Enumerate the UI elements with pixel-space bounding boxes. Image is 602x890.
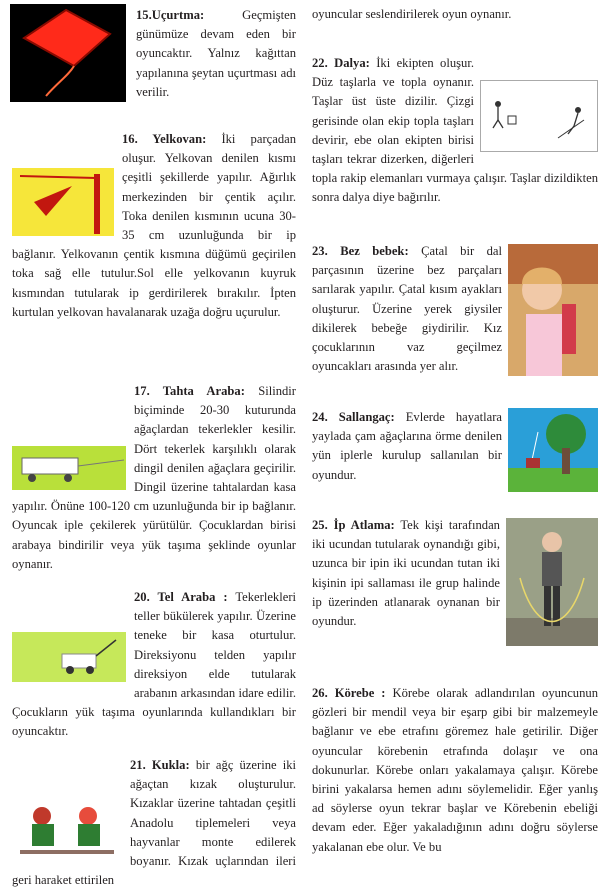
section-15 xyxy=(136,6,296,102)
section-20-text: Tekerlekleri teller bükülerek yapılır. Üzerine teneke bir kasa oturtulur. Direksiyonu telden yapılır direksiyon elde tutularak arabanın arkasından idare edilir. Çocukların yük taşıma oyunlarında kullandıkları bir oyuncaktır. xyxy=(12,590,297,739)
section-23-text: Çatal bir dal parçasının üzerine bez parçaları sarılarak yapılır. Çatal kısım ayakları oluşturur. Üzerine yerek giysiler dikilerek bebeğe giydirilir. Kız çocuklarının vaz geçilmez oyuncakları arasında yer alır. xyxy=(312,244,502,374)
rag-doll-photo xyxy=(508,244,598,376)
section-17-title: 17. Tahta Araba: xyxy=(134,384,245,398)
section-21-continued xyxy=(312,5,598,24)
section-21-text: bir ağç üzerine iki ağaçtan kızak oluşturulur. Kızaklar üzerine tahtadan çeşitli Anadolu tiplemeleri veya hayvanlar monte edilerek boyanır. Kızak uçlarından ileri geri haraket ettirilen xyxy=(12,758,297,888)
section-25-title: 25. İp Atlama: xyxy=(312,518,395,532)
section-23 xyxy=(312,242,598,380)
section-17 xyxy=(12,382,296,574)
section-21-continued-text: oyuncular seslendirilerek oyun oynanır. xyxy=(312,7,512,21)
section-20 xyxy=(12,588,296,742)
kite-image xyxy=(10,4,126,102)
yelkovan-image xyxy=(12,168,114,236)
section-26-title: 26. Körebe : xyxy=(312,686,386,700)
section-25-text: Tek kişi tarafından iki ucundan tutularak oynandığı gibi, uzunca bir ipin iki ucundan tutan iki kişinin ipi sallaması ile grup halinde ip üzerinden atlanarak oynanan bir oyundur. xyxy=(312,518,500,629)
section-22 xyxy=(312,54,598,208)
section-17-text: Silindir biçiminde 20-30 kuturunda ağaçlardan tekerlekler kesilir. Dört tekerlek karşılıklı olarak dingil denilen ağaçlara geçirilir. Dingil üzerine tahtalardan kasa yapılır. Önüne 100-120 cm uzunluğunda bir ip bağlanır. Oyuncak iple çekilerek yürütülür. Çocuklardan birisi arabaya bindirilir veya yük taşıma şeklinde oyunlar oynanır. xyxy=(12,384,296,571)
section-16 xyxy=(12,130,296,322)
jump-rope-photo xyxy=(506,518,598,646)
swing-image xyxy=(508,408,598,492)
section-24-title: 24. Sallangaç: xyxy=(312,410,395,424)
section-22-text: İki ekipten oluşur. Düz taşlarla ve topla oynanır. Taşlar üst üste dizilir. Çizgi gerisinde olan ekip topla taşları devirir, ebe olan ekipten birisi taşları tekrar dizerken, diğerleri topla rakip elemanları vurmaya çalışır. Taşlar dizildikten sonra dalya diye bağırılır. xyxy=(312,56,598,205)
section-16-text: İki parçadan oluşur. Yelkovan denilen kısmı çeşitli şekillerde yapılır. Ağırlık merkezinden bir çentik açılır. Toka denilen kısmının ucuna 30-35 cm uzunluğunda bir ip bağlanır. Yelkovanın çentik kısmına düğümü geçirilen toka sağ elle tutulur.Sol elle yelkovanın kuyruk kısmından tutularak ip gerdirilerek bırakılır. İpten kurtulan yelkovan havalanarak uzağa doğru uçurulur. xyxy=(12,132,296,319)
section-15-title: 15.Uçurtma: xyxy=(136,8,205,22)
section-22-title: 22. Dalya: xyxy=(312,56,370,70)
section-21 xyxy=(12,756,296,890)
section-23-title: 23. Bez bebek: xyxy=(312,244,409,258)
section-24 xyxy=(312,408,598,496)
section-26 xyxy=(312,684,598,857)
section-16-title: 16. Yelkovan: xyxy=(122,132,207,146)
wooden-cart-image xyxy=(12,446,126,490)
wire-car-image xyxy=(12,632,126,682)
section-26-text: Körebe olarak adlandırılan oyuncunun gözleri bir mendil veya bir eşarp gibi bir malzemeyle bağlanır ve ebe etrafını göremez hale getirilir. Diğer oyuncular körebenin etrafında dolaşır ve ona dokunurlar. Körebe onları yakalamaya çalışır. Körebe birini yakalarsa hemen adını söylemelidir. Eğer yanlış ad söylerse oyun tekrar başlar ve Körebenin ebeliği devam eder. Eğer yakaladığının adını doğru söylerse yakalanan ebe olur. Ve bu xyxy=(312,686,598,854)
section-24-text: Evlerde hayatlara yaylada çam ağaçlarına örme denilen yün iplerle kurulup sallanılan bir oyundur. xyxy=(312,410,503,482)
puppet-image xyxy=(12,800,122,858)
dalya-image xyxy=(480,80,598,152)
section-20-title: 20. Tel Araba : xyxy=(134,590,228,604)
section-21-title: 21. Kukla: xyxy=(130,758,190,772)
section-15-text: Geçmişten günümüze devam eden bir oyuncaktır. Yalnız kağıttan yapılanına şeytan uçurtması adı verilir. xyxy=(136,8,296,99)
section-25 xyxy=(312,516,598,650)
